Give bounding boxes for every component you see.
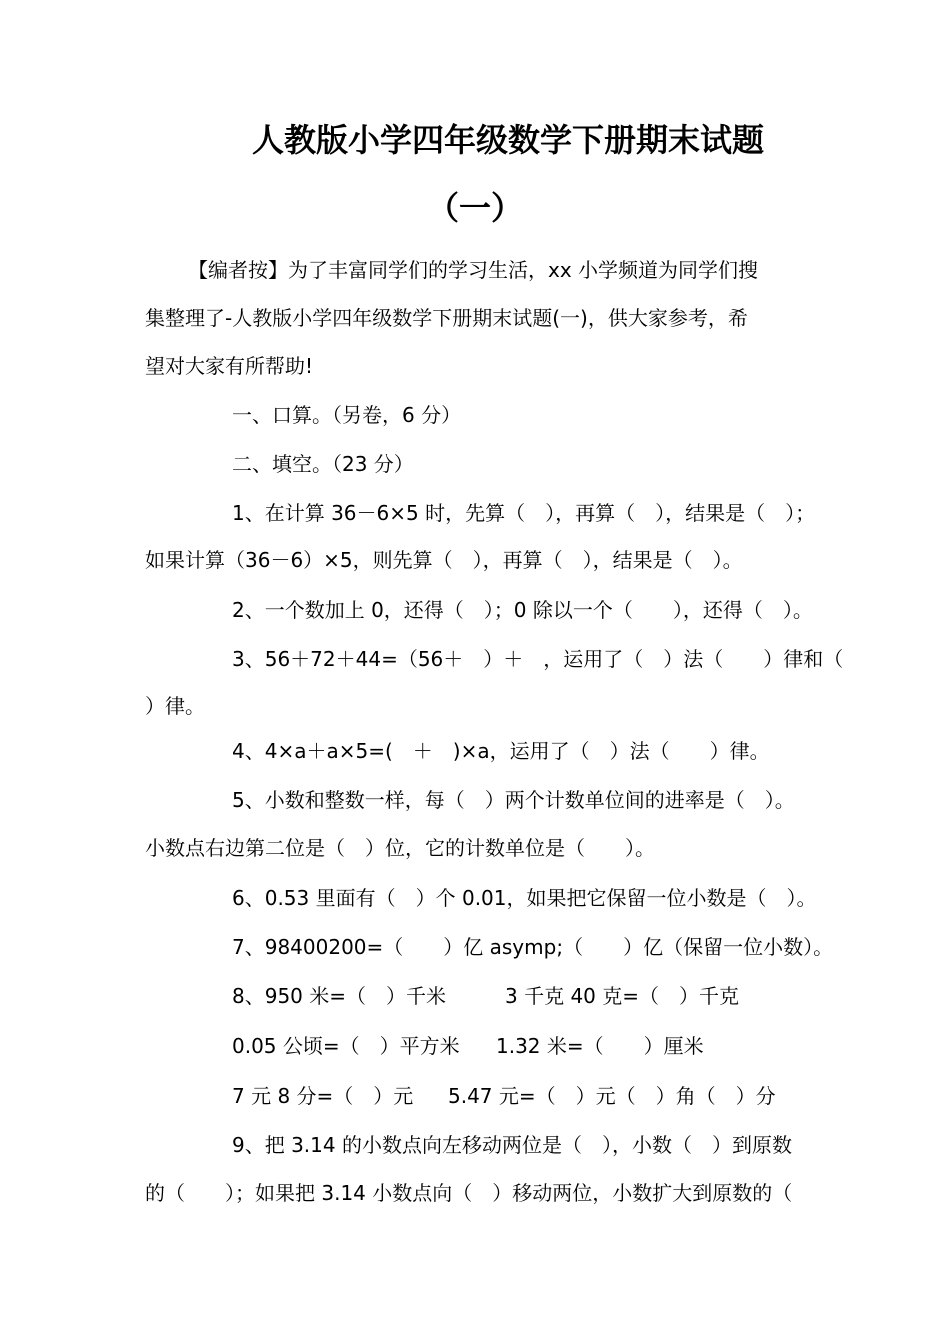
question-6: 6、0.53 里面有（ ）个 0.01，如果把它保留一位小数是（ ）。 xyxy=(232,886,817,910)
question-5-line-2: 小数点右边第二位是（ ）位，它的计数单位是（ ）。 xyxy=(145,836,655,860)
section-heading-2: 二、填空。（23 分） xyxy=(232,452,414,476)
intro-line-2: 集整理了-人教版小学四年级数学下册期末试题(一)，供大家参考，希 xyxy=(145,306,748,330)
question-3-line-2: ）律。 xyxy=(145,694,205,718)
section-heading-1: 一、口算。（另卷，6 分） xyxy=(232,403,462,427)
document-title: 人教版小学四年级数学下册期末试题 xyxy=(251,121,764,159)
question-8-row-2-a: 0.05 公顷=（ ）平方米 xyxy=(232,1034,460,1058)
question-8-row-1-b: 3 千克 40 克=（ ）千克 xyxy=(505,984,740,1008)
question-1-line-2: 如果计算（36－6）×5，则先算（ ），再算（ ），结果是（ ）。 xyxy=(145,548,743,572)
question-8-row-3-b: 5.47 元=（ ）元（ ）角（ ）分 xyxy=(448,1084,776,1108)
question-3-line-1: 3、56＋72＋44=（56＋ ）＋ ，运用了（ ）法（ ）律和（ xyxy=(232,647,844,671)
question-2: 2、一个数加上 0，还得（ ）；0 除以一个（ ），还得（ ）。 xyxy=(232,598,813,622)
intro-line-1: 【编者按】为了丰富同学们的学习生活，xx 小学频道为同学们搜 xyxy=(188,258,759,282)
intro-line-3: 望对大家有所帮助! xyxy=(145,354,314,378)
question-8-row-1-a: 8、950 米=（ ）千米 xyxy=(232,984,447,1008)
question-5-line-1: 5、小数和整数一样，每（ ）两个计数单位间的进率是（ ）。 xyxy=(232,788,795,812)
question-8-row-3-a: 7 元 8 分=（ ）元 xyxy=(232,1084,414,1108)
question-8-row-2-b: 1.32 米=（ ）厘米 xyxy=(496,1034,704,1058)
question-7: 7、98400200=（ ）亿 asymp;（ ）亿（保留一位小数）。 xyxy=(232,935,834,959)
question-4: 4、4×a＋a×5=( ＋ )×a，运用了（ ）法（ ）律。 xyxy=(232,739,770,763)
question-1-line-1: 1、在计算 36－6×5 时，先算（ ），再算（ ），结果是（ ）； xyxy=(232,501,816,525)
question-9-line-2: 的（ ）；如果把 3.14 小数点向（ ）移动两位，小数扩大到原数的（ xyxy=(145,1181,793,1205)
question-9-line-1: 9、把 3.14 的小数点向左移动两位是（ ），小数（ ）到原数 xyxy=(232,1133,792,1157)
document-subtitle: （一） xyxy=(426,189,523,227)
